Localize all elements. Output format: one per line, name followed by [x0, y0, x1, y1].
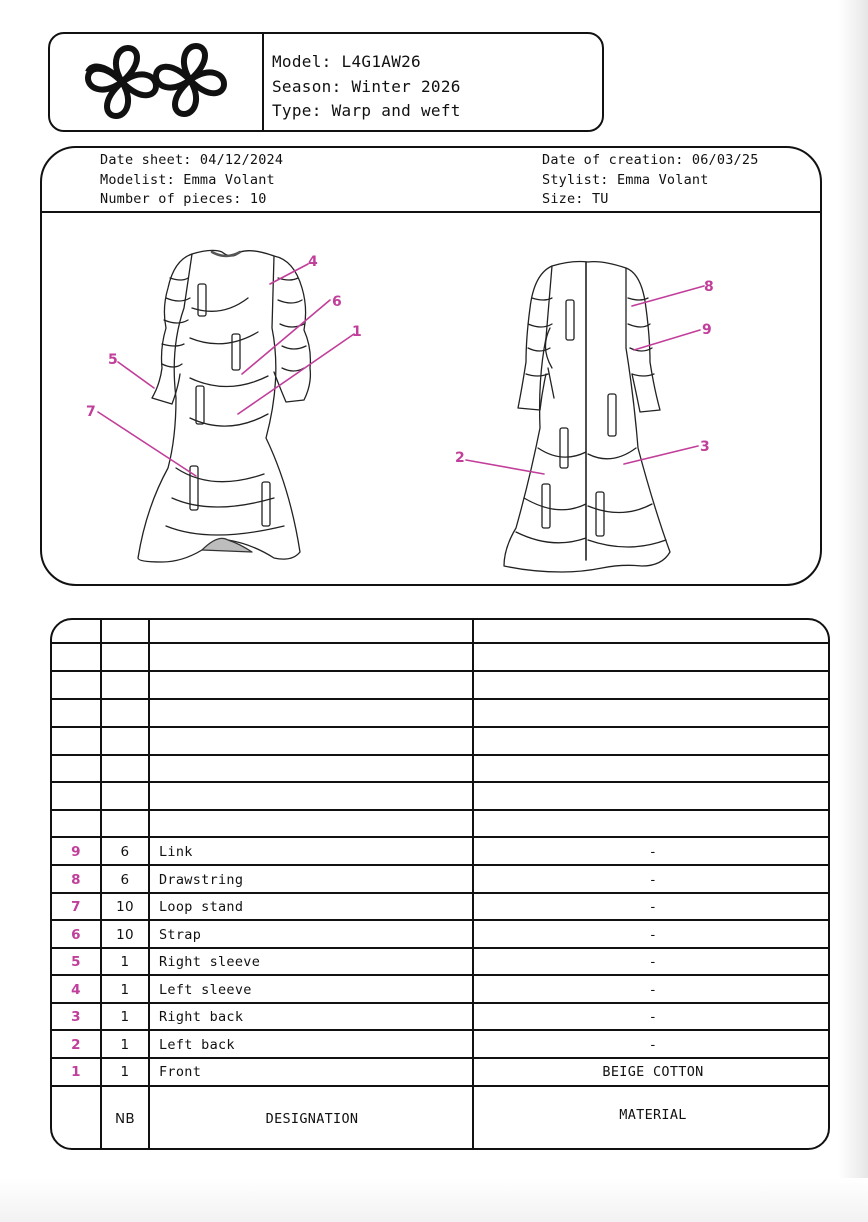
- row-number: 5: [71, 954, 81, 970]
- row-designation: Loop stand: [159, 899, 244, 915]
- technical-drawing-box: [40, 146, 822, 586]
- table-row: [52, 1003, 828, 1031]
- number-of-pieces: Number of pieces: 10: [100, 191, 267, 207]
- callout-1: 1: [352, 324, 362, 340]
- model-info: [272, 50, 461, 124]
- row-designation: Drawstring: [159, 872, 244, 888]
- row-line: [52, 670, 828, 672]
- garment-sketches: [42, 148, 822, 586]
- row-nb: 10: [116, 927, 134, 943]
- row-number: 9: [71, 844, 81, 860]
- table-header-row: [52, 1088, 828, 1150]
- table-row: [52, 976, 828, 1004]
- model-label: Model: L4G1AW26: [272, 52, 421, 71]
- row-designation: Front: [159, 1064, 202, 1080]
- type-label: Type: Warp and weft: [272, 101, 461, 120]
- callout-4: 4: [308, 254, 318, 270]
- row-line: [52, 698, 828, 700]
- callout-7: 7: [86, 404, 96, 420]
- row-designation: Left back: [159, 1037, 235, 1053]
- row-nb: 1: [120, 954, 130, 970]
- row-number: 8: [71, 872, 81, 888]
- row-nb: 6: [120, 844, 130, 860]
- callout-9: 9: [702, 322, 712, 338]
- row-nb: 1: [120, 1064, 130, 1080]
- row-material: -: [648, 1009, 658, 1025]
- date-sheet: Date sheet: 04/12/2024: [100, 152, 284, 168]
- flower-logo-icon: [50, 34, 262, 130]
- row-material: -: [648, 982, 658, 998]
- row-material: -: [648, 844, 658, 860]
- table-row: [52, 893, 828, 921]
- row-designation: Strap: [159, 927, 202, 943]
- row-number: 2: [71, 1037, 81, 1053]
- row-number: 1: [71, 1064, 81, 1080]
- row-designation: Link: [159, 844, 193, 860]
- callout-2: 2: [455, 450, 465, 466]
- page-edge-shadow: [838, 0, 868, 1222]
- table-row: [52, 921, 828, 949]
- row-number: 3: [71, 1009, 81, 1025]
- row-material: -: [648, 927, 658, 943]
- back-dress-sketch: [504, 262, 670, 573]
- size: Size: TU: [542, 191, 609, 207]
- callout-8: 8: [704, 279, 714, 295]
- modelist: Modelist: Emma Volant: [100, 171, 275, 188]
- stylist: Stylist: Emma Volant: [542, 171, 709, 188]
- table-row: [52, 1031, 828, 1059]
- row-nb: 6: [120, 872, 130, 888]
- row-material: -: [648, 1037, 658, 1053]
- row-nb: 1: [120, 1009, 130, 1025]
- header-nb: NB: [115, 1111, 135, 1127]
- row-material: -: [648, 899, 658, 915]
- row-nb: 10: [116, 899, 134, 915]
- row-line: [52, 809, 828, 811]
- row-material: -: [648, 872, 658, 888]
- row-line: [52, 726, 828, 728]
- front-dress-sketch: [138, 250, 310, 562]
- season-label: Season: Winter 2026: [272, 76, 461, 96]
- header-box: [48, 32, 604, 132]
- table-row: [52, 1058, 828, 1086]
- row-designation: Left sleeve: [159, 982, 252, 998]
- row-nb: 1: [120, 1037, 130, 1053]
- row-designation: Right sleeve: [159, 954, 261, 970]
- header-divider: [262, 34, 264, 130]
- pieces-table: [50, 618, 830, 1150]
- header-material: MATERIAL: [619, 1107, 687, 1123]
- row-designation: Right back: [159, 1009, 244, 1025]
- callout-numbers: [86, 254, 714, 466]
- callout-3: 3: [700, 439, 710, 455]
- table-row: [52, 948, 828, 976]
- callout-5: 5: [108, 352, 118, 368]
- table-row: [52, 838, 828, 866]
- row-number: 7: [71, 899, 81, 915]
- date-of-creation: Date of creation: 06/03/25: [542, 152, 759, 168]
- row-number: 6: [71, 927, 81, 943]
- row-number: 4: [71, 982, 81, 998]
- page-bottom-shadow: [0, 1178, 868, 1222]
- callout-lines: [98, 264, 704, 476]
- row-line: [52, 781, 828, 783]
- callout-6: 6: [332, 294, 342, 310]
- row-nb: 1: [120, 982, 130, 998]
- table-row: [52, 866, 828, 894]
- header-designation: DESIGNATION: [265, 1111, 359, 1127]
- row-material: -: [648, 954, 658, 970]
- row-line: [52, 642, 828, 644]
- row-line: [52, 754, 828, 756]
- row-material: BEIGE COTTON: [602, 1064, 704, 1080]
